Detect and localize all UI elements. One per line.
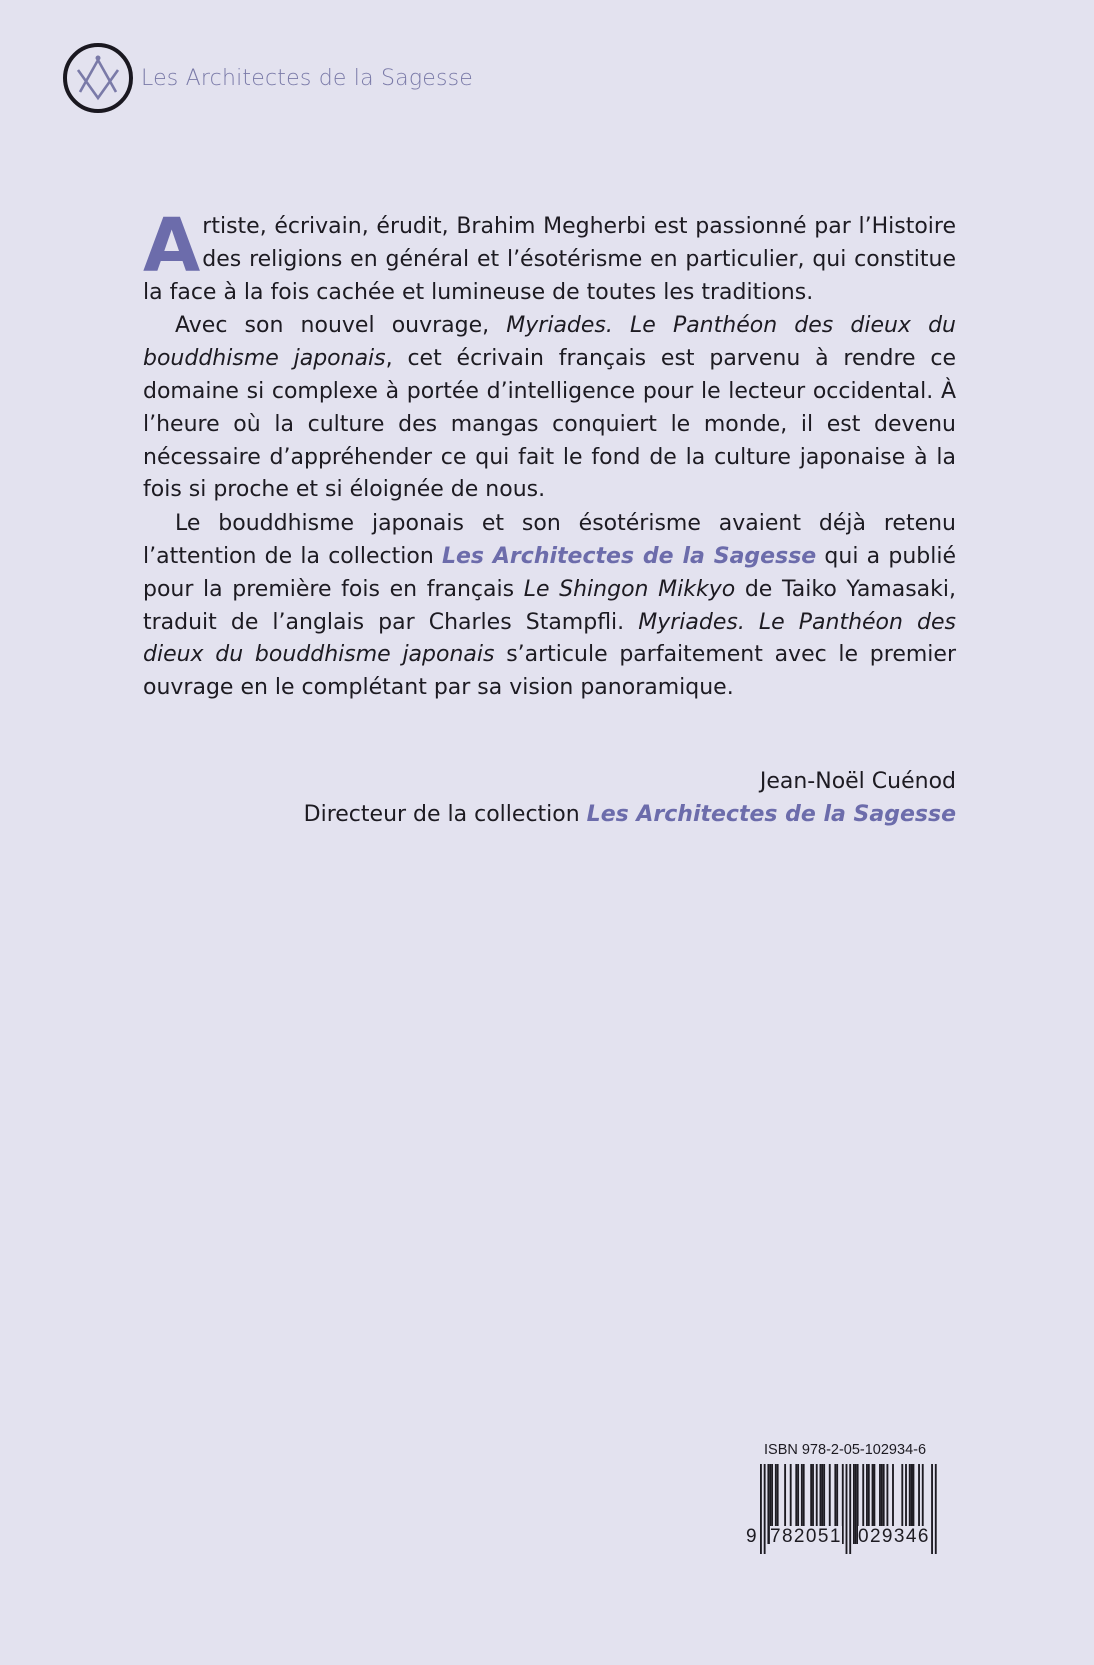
paragraph-3-text-d: s’articule parfaitement avec le premier ouvrage en le complétant par sa vision panoramique. [143,642,956,701]
masonic-compass-logo-icon [62,40,142,118]
series-reference: Les Architectes de la Sagesse [441,543,817,569]
barcode-bar [760,1464,762,1554]
paragraph-3-text-c: de Taiko Yamasaki, traduit de l’anglais par Charles Stampfli. [143,576,957,635]
paragraph-2-text-b: , cet écrivain français est parvenu à rendre ce domaine si complexe à portée d’intelligence pour le lecteur occidental. À l’heure où la culture des mangas conquiert le monde, il est devenu nécessaire d’appréhender ce qui fait le fond de la culture japonaise à la fois si proche et si éloignée de nous. [143,346,956,503]
barcode-bar [853,1464,855,1544]
paragraph-1-text: rtiste, écrivain, érudit, Brahim Megherbi est passionné par l’Histoire des religions en général et l’ésotérisme en particulier, qui constitue la face à la fois cachée et lumineuse de toutes les traditions. [143,214,956,305]
barcode-digit-first: 9 [746,1526,757,1547]
back-cover-blurb [143,203,957,706]
barcode-bar [855,1464,857,1544]
paragraph-2 [143,310,956,507]
signature-block [304,765,956,831]
barcode-digits-right: 029346 [858,1526,930,1547]
signature-name: Jean-Noël Cuénod [759,769,956,794]
book-title: Myriades. Le Panthéon des dieux du bouddhisme japonais [143,313,956,372]
paragraph-2-text-a: Avec son nouvel ouvrage, [175,313,507,339]
barcode-bar [842,1464,844,1544]
related-book-title: Le Shingon Mikkyo [523,576,736,602]
paragraph-3-text-a: Le bouddhisme japonais et son ésotérisme avaient déjà retenu l’attention de la collection [143,511,956,569]
series-name: Les Architectes de la Sagesse [141,66,474,91]
paragraph-1 [143,203,956,309]
drop-cap: A [143,203,201,289]
barcode-bar [931,1464,933,1554]
barcode-bar [849,1464,851,1554]
barcode-bar [764,1464,766,1554]
barcode-bar [846,1464,848,1554]
isbn-label: ISBN 978-2-05-102934-6 [764,1442,927,1458]
barcode-bar [935,1464,937,1554]
signature-role [304,798,956,831]
signature-role-prefix: Directeur de la collection [303,802,587,827]
signature-series: Les Architectes de la Sagesse [586,802,956,827]
book-title-repeat: Myriades. Le Panthéon des dieux du bouddhisme japonais [143,609,956,668]
paragraph-3 [143,508,956,705]
barcode-digits-left: 782051 [770,1526,842,1547]
isbn-barcode [742,1442,948,1556]
paragraph-3-text-b: qui a publié pour la première fois en français [143,543,957,602]
